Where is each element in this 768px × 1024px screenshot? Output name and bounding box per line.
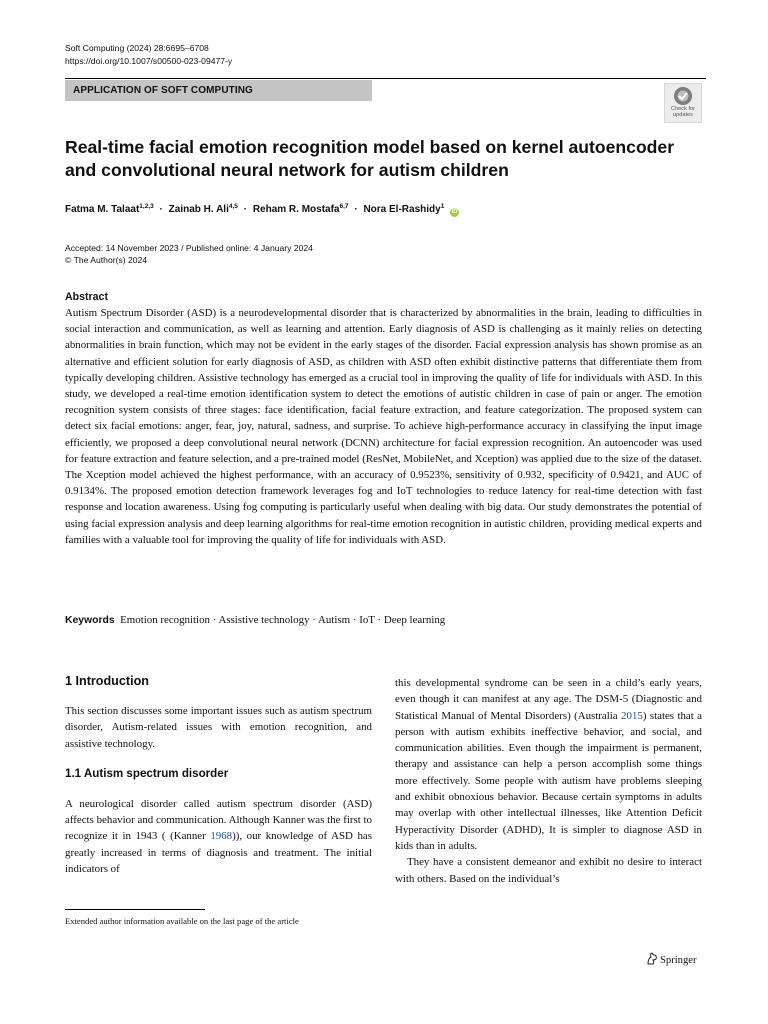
orcid-icon[interactable]: iD xyxy=(451,209,458,215)
keyword-item: Assistive technology xyxy=(218,614,310,626)
keywords-line xyxy=(65,612,705,629)
citation-link-kanner[interactable]: 1968 xyxy=(210,830,233,843)
dsm-paragraph xyxy=(395,675,702,854)
demeanor-paragraph: They have a consistent demeanor and exhibit no desire to interact with others. Based on the individual’s xyxy=(395,856,702,885)
author-separator: · xyxy=(354,204,358,215)
subsection-heading-asd: 1.1 Autism spectrum disorder xyxy=(65,766,229,780)
keyword-item: IoT xyxy=(359,614,375,626)
keywords-label: Keywords xyxy=(65,615,115,626)
copyright-notice: © The Author(s) 2024 xyxy=(65,255,148,265)
intro-paragraph: This section discusses some important issues such as autism spectrum disorder, Autism-related issues with emotion recognition, and assistive technology. xyxy=(65,705,372,750)
keyword-item: Autism xyxy=(318,614,351,626)
right-column xyxy=(395,675,702,887)
keyword-separator: · xyxy=(212,614,217,626)
publisher-name: Springer xyxy=(660,955,697,966)
footnote-rule xyxy=(65,909,205,910)
check-updates-line2: updates xyxy=(673,112,693,118)
author-name[interactable]: Zainab H. Ali xyxy=(168,204,229,215)
author-affiliation: 6,7 xyxy=(339,203,349,210)
asd-paragraph-text-cont: )), our knowledge of ASD has greatly increased in terms of diagnosis and treatment. The initial indicators of xyxy=(65,830,372,876)
author-separator: · xyxy=(159,204,163,215)
check-for-updates-badge[interactable] xyxy=(664,83,702,123)
author-affiliation: 1 xyxy=(440,203,445,210)
keyword-separator: · xyxy=(377,614,382,626)
left-column xyxy=(65,673,372,877)
author-affiliation: 4,5 xyxy=(228,203,238,210)
publisher-logo xyxy=(646,952,696,968)
keyword-item: Emotion recognition xyxy=(120,614,210,626)
abstract-text: Autism Spectrum Disorder (ASD) is a neurodevelopmental disorder that is characterized by abnormalities in the brain, leading to difficulties in social interaction and communication, as well as learning and attention. Early diagnosis of ASD is challenging as it mainly relies on detecting abnormalities in brain function, which may not be evident in the early stages of the disorder. Facial expression analysis has shown promise as an alternative and efficient solution for early diagnosis of ASD, as children with ASD often exhibit distinctive patterns that differentiate them from typically developing children. Assistive technology has emerged as a crucial tool in improving the quality of life for individuals with ASD. In this study, we developed a real-time emotion identification system to detect the emotions of autistic children in case of pain or anger. The emotion recognition system consists of three stages: face identification, facial feature extraction, and feature categorization. The proposed system can detect six facial emotions: anger, fear, joy, natural, sadness, and surprise. To achieve high-performance accuracy in classifying the input image efficiently, we proposed a deep convolutional neural network (DCNN) architecture for facial expression recognition. An autoencoder was used for feature extraction and feature selection, and a pre-trained model (ResNet, MobileNet, and Xception) was applied due to the size of the dataset. The Xception model achieved the highest performance, with an accuracy of 0.9523%, sensitivity of 0.932, specificity of 0.9421, and AUC of 0.9134%. The proposed emotion detection framework leverages fog and IoT technologies to reduce latency for real-time detection with fast response and location awareness. Using fog computing is particularly useful when dealing with big data. Our study demonstrates the potential of using facial expression analysis and deep learning algorithms for real-time emotion recognition in autistic children, providing medical experts and families with a valuable tool for improving the quality of life for individuals with ASD. xyxy=(65,307,702,546)
asd-paragraph xyxy=(65,796,372,877)
section-banner: APPLICATION OF SOFT COMPUTING xyxy=(65,80,372,101)
keyword-separator: · xyxy=(312,614,316,626)
asd-paragraph-text: A neurological disorder called autism spectrum disorder (ASD) affects behavior and communication. Although Kanner was the first to recognize it in 1943 ( (Kanner xyxy=(65,797,372,843)
check-updates-line1: Check for xyxy=(671,106,695,112)
abstract-heading: Abstract xyxy=(65,291,108,303)
publication-dates: Accepted: 14 November 2023 / Published online: 4 January 2024 xyxy=(65,243,313,253)
author-list xyxy=(65,203,459,217)
header-rule xyxy=(65,78,706,79)
author-name[interactable]: Fatma M. Talaat xyxy=(65,204,140,215)
keyword-separator: · xyxy=(352,614,357,626)
author-affiliation: 1,2,3 xyxy=(139,203,154,210)
author-name[interactable]: Nora El-Rashidy xyxy=(363,204,441,215)
springer-horse-icon xyxy=(646,952,658,965)
check-updates-icon xyxy=(673,86,693,106)
dsm-paragraph-text: this developmental syndrome can be seen in a child’s early years, even though it can manifest at any age. The DSM-5 (Diagnostic and Statistical Manual of Mental Disorders) (Australia xyxy=(395,677,702,722)
journal-citation: Soft Computing (2024) 28:6695–6708 xyxy=(65,43,209,53)
keyword-item: Deep learning xyxy=(383,614,446,626)
paper-title: Real-time facial emotion recognition model based on kernel autoencoder and convolutional neural network for autism children xyxy=(65,137,675,180)
author-separator: · xyxy=(243,204,248,215)
footnote: Extended author information available on the last page of the article xyxy=(65,916,299,926)
section-heading-introduction: 1 Introduction xyxy=(65,674,149,688)
citation-link-australia[interactable]: 2015 xyxy=(621,709,643,722)
doi-link[interactable]: https://doi.org/10.1007/s00500-023-09477-y xyxy=(65,56,233,66)
author-name[interactable]: Reham R. Mostafa xyxy=(252,204,340,215)
dsm-paragraph-text-cont: ) states that a person with autism exhibits ineffective behavior, and social, and communication abilities. Even though the impairment is permanent, therapy and assistance can help a person accomplish some things more effectively. Some people with autism have problems sleeping and exhibit obnoxious behavior. Because certain symptoms in adults may overlap with other intellectual illnesses, like Attention Deficit Hyperactivity Disorder (ADHD), It is simpler to diagnose ASD in kids than in adults. xyxy=(395,709,703,852)
